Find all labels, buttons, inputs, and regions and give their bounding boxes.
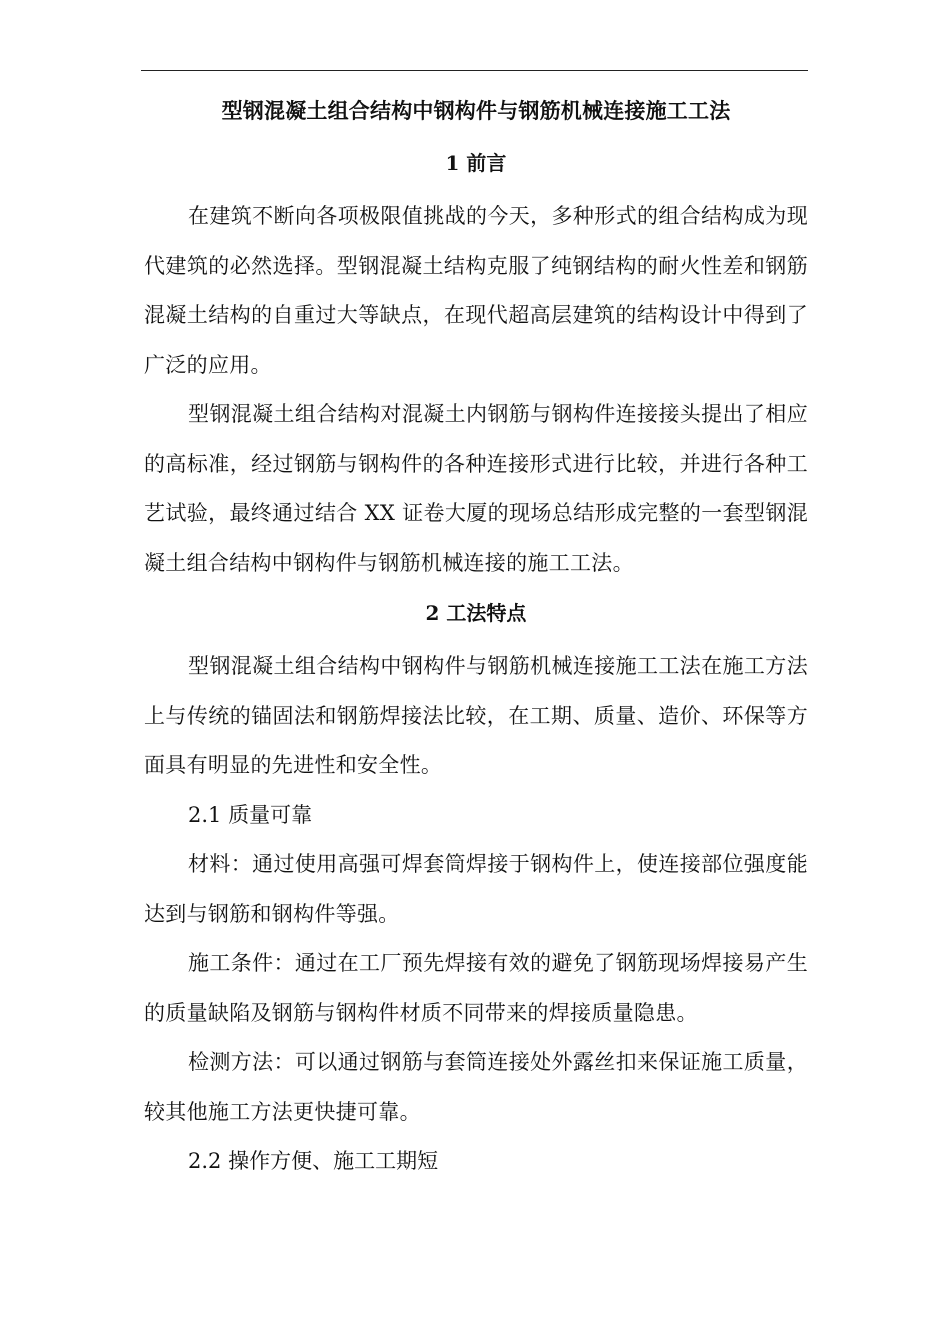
document-body — [144, 96, 808, 1187]
subsection-heading-2-2: 2.2 操作方便、施工工期短 — [188, 1149, 439, 1173]
paragraph: 检测方法：可以通过钢筋与套筒连接处外露丝扣来保证施工质量，较其他施工方法更快捷可靠。 — [144, 1050, 808, 1124]
document-title: 型钢混凝土组合结构中钢构件与钢筋机械连接施工工法 — [221, 98, 731, 123]
paragraph: 在建筑不断向各项极限值挑战的今天，多种形式的组合结构成为现代建筑的必然选择。型钢混凝土结构克服了纯钢结构的耐火性差和钢筋混凝土结构的自重过大等缺点，在现代超高层建筑的结构设计中得到了广泛的应用。 — [144, 204, 808, 377]
section-heading-2: 2 工法特点 — [425, 601, 527, 625]
paragraph: 型钢混凝土组合结构中钢构件与钢筋机械连接施工工法在施工方法上与传统的锚固法和钢筋焊接法比较，在工期、质量、造价、环保等方面具有明显的先进性和安全性。 — [144, 654, 808, 777]
paragraph: 材料：通过使用高强可焊套筒焊接于钢构件上，使连接部位强度能达到与钢筋和钢构件等强。 — [144, 852, 808, 926]
header-rule — [141, 70, 808, 71]
paragraph: 施工条件：通过在工厂预先焊接有效的避免了钢筋现场焊接易产生的质量缺陷及钢筋与钢构件材质不同带来的焊接质量隐患。 — [144, 951, 808, 1025]
subsection-heading-2-1: 2.1 质量可靠 — [188, 802, 313, 827]
paragraph: 型钢混凝土组合结构对混凝土内钢筋与钢构件连接接头提出了相应的高标准，经过钢筋与钢构件的各种连接形式进行比较，并进行各种工艺试验，最终通过结合 XX 证卷大厦的现场总结形成完整的一套型钢混凝土组合结构中钢构件与钢筋机械连接的施工工法。 — [144, 402, 808, 575]
section-heading-1: 1 前言 — [445, 151, 507, 175]
